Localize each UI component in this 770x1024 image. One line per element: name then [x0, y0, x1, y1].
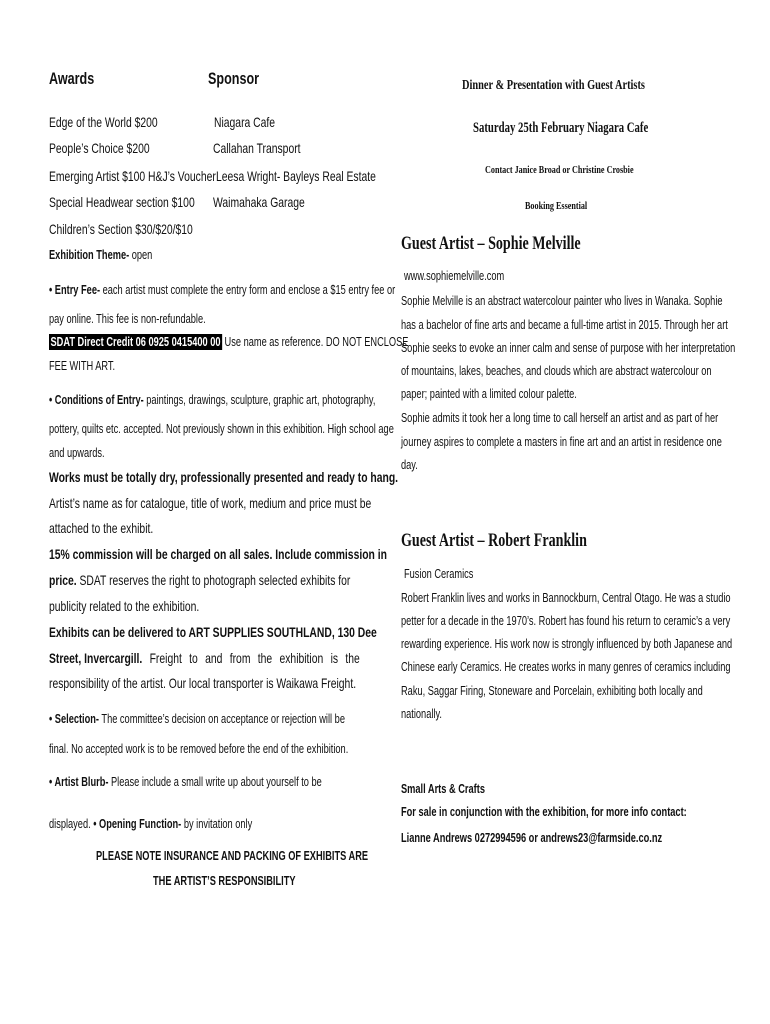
arts-line-1: For sale in conjunction with the exhibition, for more info contact: [401, 805, 687, 819]
award-item: People’s Choice $200 [49, 140, 150, 156]
commission-line-2: price. SDAT reserves the right to photograph selected exhibits for [49, 572, 351, 588]
award-item: Special Headwear section $100 [49, 194, 195, 210]
selection-line-1: • Selection- The committee’s decision on acceptance or rejection will be [49, 712, 345, 726]
guest1-heading: Guest Artist – Sophie Melville [401, 233, 581, 254]
sdat-credit-line: SDAT Direct Credit 06 0925 0415400 00 Use name as reference. DO NOT ENCLOSE [50, 335, 409, 349]
name-line-1: Artist’s name as for catalogue, title of work, medium and price must be [49, 495, 372, 511]
sponsor-item: Niagara Cafe [214, 114, 276, 130]
guest2-bio-line: petter for a decade in the 1970’s. Robert has found his return to ceramic’s a very [401, 614, 731, 628]
booking-essential: Booking Essential [525, 200, 588, 212]
guest2-bio-line: Robert Franklin lives and works in Bannockburn, Central Otago. He was a studio [401, 591, 731, 605]
guest1-bio-line: paper; painted with a limited colour palette. [401, 387, 577, 401]
dinner-date: Saturday 25th February Niagara Cafe [473, 120, 649, 136]
guest2-heading: Guest Artist – Robert Franklin [401, 530, 587, 551]
guest1-bio-line: Sophie admits it took her a long time to call herself an artist and as part of her [401, 411, 719, 425]
dinner-title: Dinner & Presentation with Guest Artists [462, 78, 645, 93]
guest2-bio-line: Chinese early Ceramics. He creates works in many genres of ceramics including [401, 660, 731, 674]
guest1-bio-line: Sophie seeks to evoke an inner calm and sense of purpose with her interpretation [401, 341, 736, 355]
commission-line-1: 15% commission will be charged on all sales. Include commission in [49, 546, 387, 562]
award-item: Emerging Artist $100 H&J’s Voucher [49, 168, 216, 184]
blurb-opening-line: displayed. • Opening Function- by invitation only [49, 817, 253, 831]
exhibition-theme: Exhibition Theme- open [49, 248, 153, 262]
deliver-line-1: Exhibits can be delivered to ART SUPPLIES SOUTHLAND, 130 Dee [49, 624, 377, 640]
guest2-bio-line: rewarding experience. His work now is strongly influenced by both Japanese and [401, 637, 733, 651]
guest1-bio-line: has a bachelor of fine arts and became a full-time artist in 2015. Through her art [401, 318, 728, 332]
arts-heading: Small Arts & Crafts [401, 782, 485, 796]
dry-line: Works must be totally dry, professionally presented and ready to hang. [49, 469, 399, 485]
sponsor-item: Callahan Transport [213, 140, 301, 156]
guest1-website-link[interactable]: www.sophiemelville.com [404, 269, 505, 283]
sdat-highlight: SDAT Direct Credit 06 0925 0415400 00 [50, 335, 221, 349]
contact-line: Contact Janice Broad or Christine Crosbie [485, 164, 634, 176]
conditions-line-3: and upwards. [49, 446, 105, 460]
arts-contact-line: Lianne Andrews 0272994596 or andrews23@farmside.co.nz [401, 831, 663, 845]
insurance-line-1: PLEASE NOTE INSURANCE AND PACKING OF EXHIBITS ARE [96, 849, 369, 863]
deliver-line-2: Street, Invercargill. Freight to and from the exhibition is the [49, 650, 360, 666]
selection-line-2: final. No accepted work is to be removed before the end of the exhibition. [49, 742, 349, 756]
awards-heading: Awards [49, 69, 95, 88]
name-line-2: attached to the exhibit. [49, 520, 154, 536]
guest2-bio-line: Raku, Saggar Firing, Stoneware and Porcelain, exhibiting both locally and [401, 684, 703, 698]
sdat-line-2: FEE WITH ART. [49, 359, 116, 373]
guest1-bio-line: of mountains, lakes, beaches, and clouds which are abstract watercolour on [401, 364, 712, 378]
insurance-line-2: THE ARTIST’S RESPONSIBILITY [153, 874, 296, 888]
sponsor-heading: Sponsor [208, 69, 260, 88]
deliver-line-3: responsibility of the artist. Our local transporter is Waikawa Freight. [49, 675, 357, 691]
sponsor-item: Waimahaka Garage [213, 194, 305, 210]
award-item: Children’s Section $30/$20/$10 [49, 221, 193, 237]
conditions-line-2: pottery, quilts etc. accepted. Not previously shown in this exhibition. High school age [49, 422, 394, 436]
conditions-line-1: • Conditions of Entry- paintings, drawings, sculpture, graphic art, photography, [49, 393, 376, 407]
award-item: Edge of the World $200 [49, 114, 158, 130]
guest1-bio-line: day. [401, 458, 418, 472]
guest2-subtitle: Fusion Ceramics [404, 567, 474, 581]
guest1-bio-line: Sophie Melville is an abstract watercolour painter who lives in Wanaka. Sophie [401, 294, 723, 308]
commission-line-3: publicity related to the exhibition. [49, 598, 200, 614]
blurb-line-1: • Artist Blurb- Please include a small write up about yourself to be [49, 775, 322, 789]
sponsor-item: Leesa Wright- Bayleys Real Estate [216, 168, 376, 184]
guest1-bio-line: journey aspires to complete a masters in fine art and an artist in residence one [401, 435, 722, 449]
entry-fee-line-2: pay online. This fee is non-refundable. [49, 312, 206, 326]
entry-fee-line-1: • Entry Fee- each artist must complete the entry form and enclose a $15 entry fee or [49, 283, 396, 297]
guest2-bio-line: nationally. [401, 707, 442, 721]
